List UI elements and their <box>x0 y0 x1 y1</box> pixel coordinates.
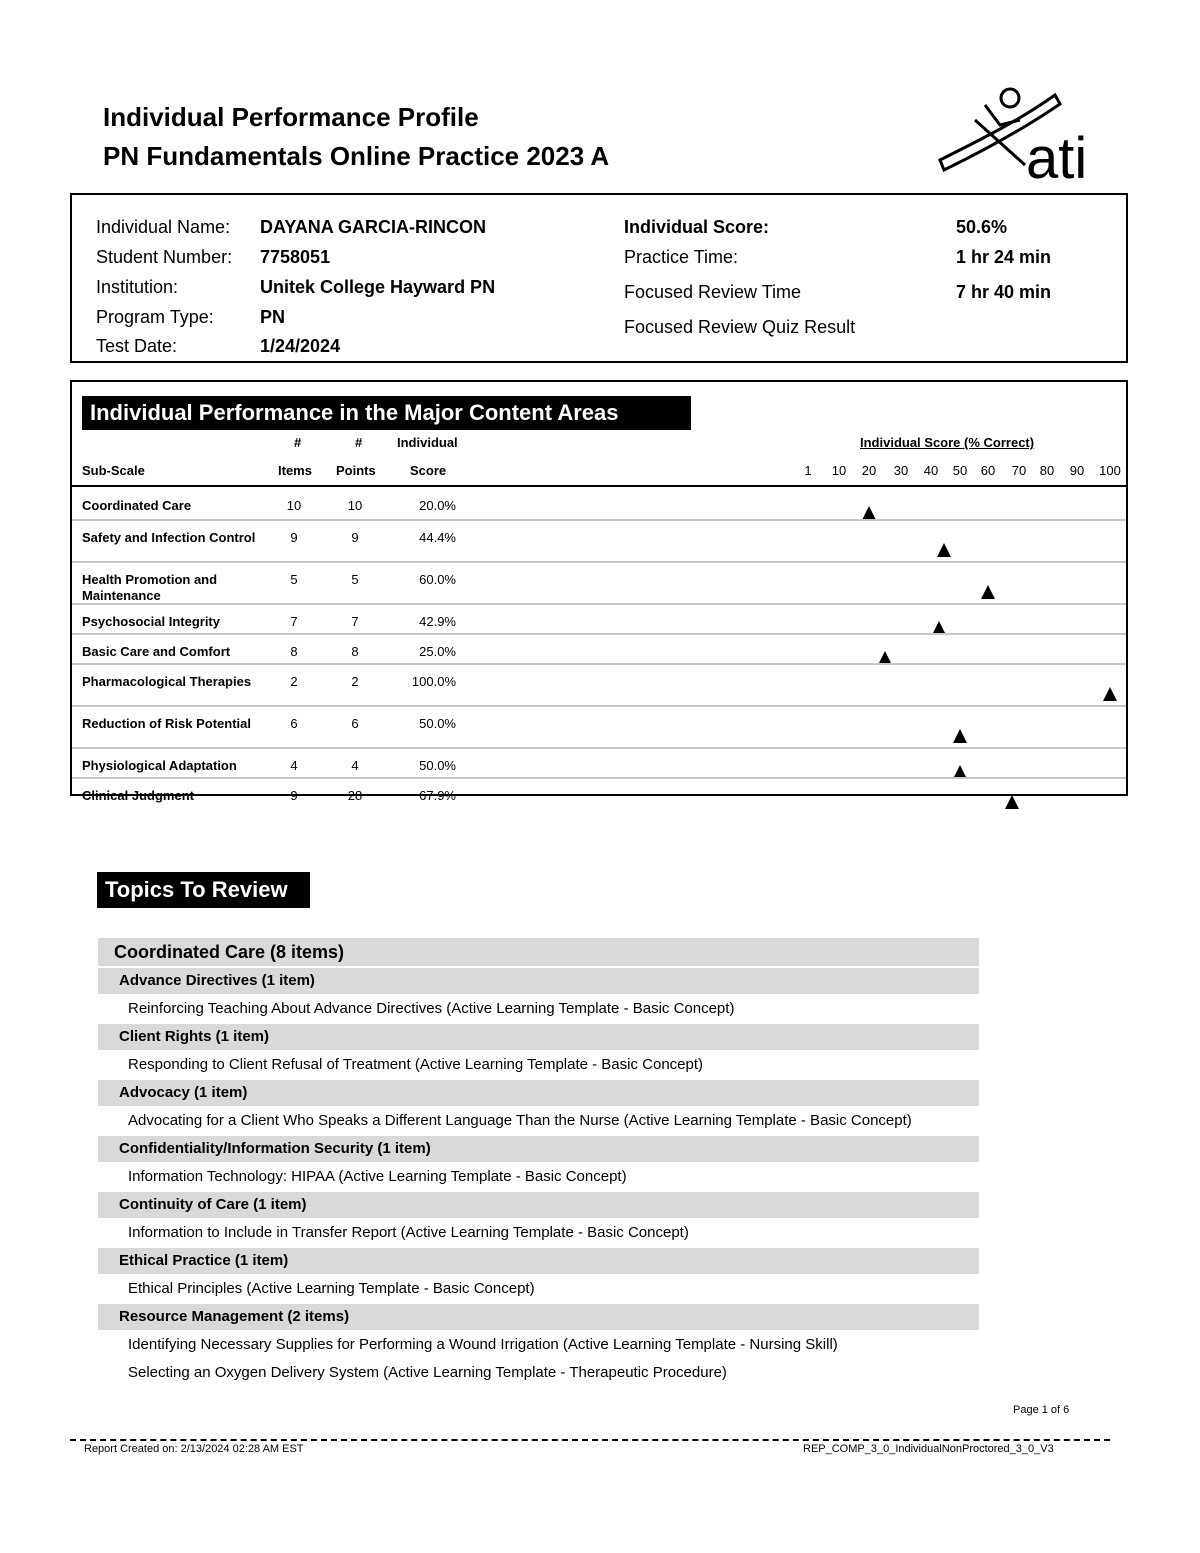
score-marker <box>953 729 967 743</box>
topic-item: Information to Include in Transfer Report (Active Learning Template - Basic Concept) <box>128 1224 689 1241</box>
subscale-name: Basic Care and Comfort <box>82 644 231 659</box>
subscale-name: Coordinated Care <box>82 498 192 513</box>
items-count: 7 <box>290 614 298 629</box>
content-area-row <box>72 749 1126 777</box>
individual-score: 50.0% <box>419 716 456 731</box>
items-count: 2 <box>290 674 298 689</box>
topic-group-heading: Advocacy (1 item) <box>98 1080 979 1106</box>
topic-group-heading: Continuity of Care (1 item) <box>98 1192 979 1218</box>
points-header: Points <box>336 463 376 478</box>
scale-tick: 30 <box>893 463 909 478</box>
scale-tick: 50 <box>952 463 968 478</box>
report-id: REP_COMP_3_0_IndividualNonProctored_3_0_V3 <box>803 1443 1054 1455</box>
items-count: 8 <box>290 644 298 659</box>
subscale-header: Sub-Scale <box>82 463 145 478</box>
individual-score: 100.0% <box>411 674 456 689</box>
topic-item: Responding to Client Refusal of Treatment (Active Learning Template - Basic Concept) <box>128 1056 704 1073</box>
label-individual-name: Individual Name: <box>96 217 231 237</box>
topic-item: Identifying Necessary Supplies for Performing a Wound Irrigation (Active Learning Template - Nursing Skill) <box>128 1336 838 1353</box>
scale-tick: 60 <box>980 463 996 478</box>
topic-group-heading: Advance Directives (1 item) <box>98 968 979 994</box>
scale-tick: 40 <box>923 463 939 478</box>
topic-item: Advocating for a Client Who Speaks a Different Language Than the Nurse (Active Learning Template - Basic Concept) <box>128 1112 912 1129</box>
scale-tick: 100 <box>1099 463 1121 478</box>
items-count: 6 <box>290 716 298 731</box>
individual-score: 60.0% <box>419 572 456 587</box>
content-areas-heading: Individual Performance in the Major Content Areas <box>82 396 691 430</box>
label-practice-time: Practice Time: <box>624 247 739 267</box>
value-institution: Unitek College Hayward PN <box>260 277 496 297</box>
score-marker <box>1005 795 1019 809</box>
subscale-name: Health Promotion and Maintenance <box>82 572 218 603</box>
content-area-row <box>72 707 1126 747</box>
value-program-type: PN <box>260 307 286 327</box>
points-count: 7 <box>351 614 359 629</box>
label-program-type: Program Type: <box>96 307 214 327</box>
points-count: 5 <box>351 572 359 587</box>
score-header: Score <box>410 463 447 478</box>
content-area-row <box>72 665 1126 705</box>
page-number: Page 1 of 6 <box>1013 1404 1070 1416</box>
content-area-row <box>72 563 1126 603</box>
items-count: 10 <box>286 498 302 513</box>
value-focused-review-time: 7 hr 40 min <box>956 282 1052 302</box>
points-count: 28 <box>347 788 363 803</box>
items-header: Items <box>278 463 312 478</box>
subscale-name: Clinical Judgment <box>82 788 194 803</box>
score-marker <box>1103 687 1117 701</box>
value-student-number: 7758051 <box>260 247 331 267</box>
subscale-name: Psychosocial Integrity <box>82 614 220 629</box>
points-count: 9 <box>351 530 359 545</box>
individual-score: 67.9% <box>419 788 456 803</box>
content-area-row <box>72 779 1126 807</box>
points-count: 6 <box>351 716 359 731</box>
topic-category-coordinated-care: Coordinated Care (8 items) <box>98 938 979 966</box>
items-count: 4 <box>290 758 298 773</box>
points-count: 2 <box>351 674 359 689</box>
score-header-top: Individual <box>397 435 458 450</box>
content-area-row <box>72 521 1126 561</box>
assessment-title: PN Fundamentals Online Practice 2023 A <box>103 141 610 171</box>
label-test-date: Test Date: <box>96 336 178 356</box>
score-marker <box>862 506 876 520</box>
topic-item: Ethical Principles (Active Learning Template - Basic Concept) <box>128 1280 535 1297</box>
label-focused-review-quiz: Focused Review Quiz Result <box>624 317 856 337</box>
topic-item: Reinforcing Teaching About Advance Directives (Active Learning Template - Basic Concept) <box>128 1000 735 1017</box>
ati-logo <box>930 80 1110 190</box>
items-count: 9 <box>290 530 298 545</box>
label-individual-score: Individual Score: <box>624 217 770 237</box>
logo-wordmark: ati <box>1026 126 1088 190</box>
value-test-date: 1/24/2024 <box>260 336 341 356</box>
topic-item: Selecting an Oxygen Delivery System (Active Learning Template - Therapeutic Procedure) <box>128 1364 727 1381</box>
content-areas-box <box>70 380 1128 803</box>
points-header-top: # <box>355 435 363 450</box>
points-count: 10 <box>347 498 363 513</box>
score-marker <box>981 585 995 599</box>
topic-item: Information Technology: HIPAA (Active Learning Template - Basic Concept) <box>128 1168 627 1185</box>
value-individual-score: 50.6% <box>956 217 1008 237</box>
report-title: Individual Performance Profile <box>103 102 479 132</box>
topic-group-heading: Resource Management (2 items) <box>98 1304 979 1330</box>
topic-group-heading: Client Rights (1 item) <box>98 1024 979 1050</box>
header-rule <box>72 485 1126 487</box>
scale-tick: 10 <box>831 463 847 478</box>
scale-title: Individual Score (% Correct) <box>860 435 1035 450</box>
value-practice-time: 1 hr 24 min <box>956 247 1052 267</box>
subscale-name: Reduction of Risk Potential <box>82 716 252 731</box>
scale-tick: 80 <box>1039 463 1055 478</box>
subscale-name: Pharmacological Therapies <box>82 674 252 689</box>
content-area-row <box>72 489 1126 519</box>
individual-score: 20.0% <box>419 498 456 513</box>
label-student-number: Student Number: <box>96 247 233 267</box>
subscale-name: Safety and Infection Control <box>82 530 256 545</box>
scale-tick: 70 <box>1011 463 1027 478</box>
value-individual-name: DAYANA GARCIA-RINCON <box>260 217 487 237</box>
topic-group-heading: Confidentiality/Information Security (1 item) <box>98 1136 979 1162</box>
individual-score: 44.4% <box>419 530 456 545</box>
footer-divider <box>70 1439 1110 1441</box>
label-institution: Institution: <box>96 277 179 297</box>
individual-score: 50.0% <box>419 758 456 773</box>
report-created: Report Created on: 2/13/2024 02:28 AM EST <box>84 1443 304 1455</box>
topics-heading: Topics To Review <box>97 872 310 908</box>
scale-tick: 20 <box>861 463 877 478</box>
individual-score: 42.9% <box>419 614 456 629</box>
scale-tick: 1 <box>804 463 812 478</box>
individual-score: 25.0% <box>419 644 456 659</box>
score-marker <box>937 543 951 557</box>
subscale-name: Physiological Adaptation <box>82 758 237 773</box>
items-count: 9 <box>290 788 298 803</box>
items-header-top: # <box>294 435 302 450</box>
items-count: 5 <box>290 572 298 587</box>
content-area-row <box>72 635 1126 663</box>
label-focused-review-time: Focused Review Time <box>624 282 802 302</box>
points-count: 8 <box>351 644 359 659</box>
points-count: 4 <box>351 758 359 773</box>
content-area-row <box>72 605 1126 633</box>
student-info-box <box>70 193 1128 363</box>
scale-tick: 90 <box>1069 463 1085 478</box>
topic-group-heading: Ethical Practice (1 item) <box>98 1248 979 1274</box>
